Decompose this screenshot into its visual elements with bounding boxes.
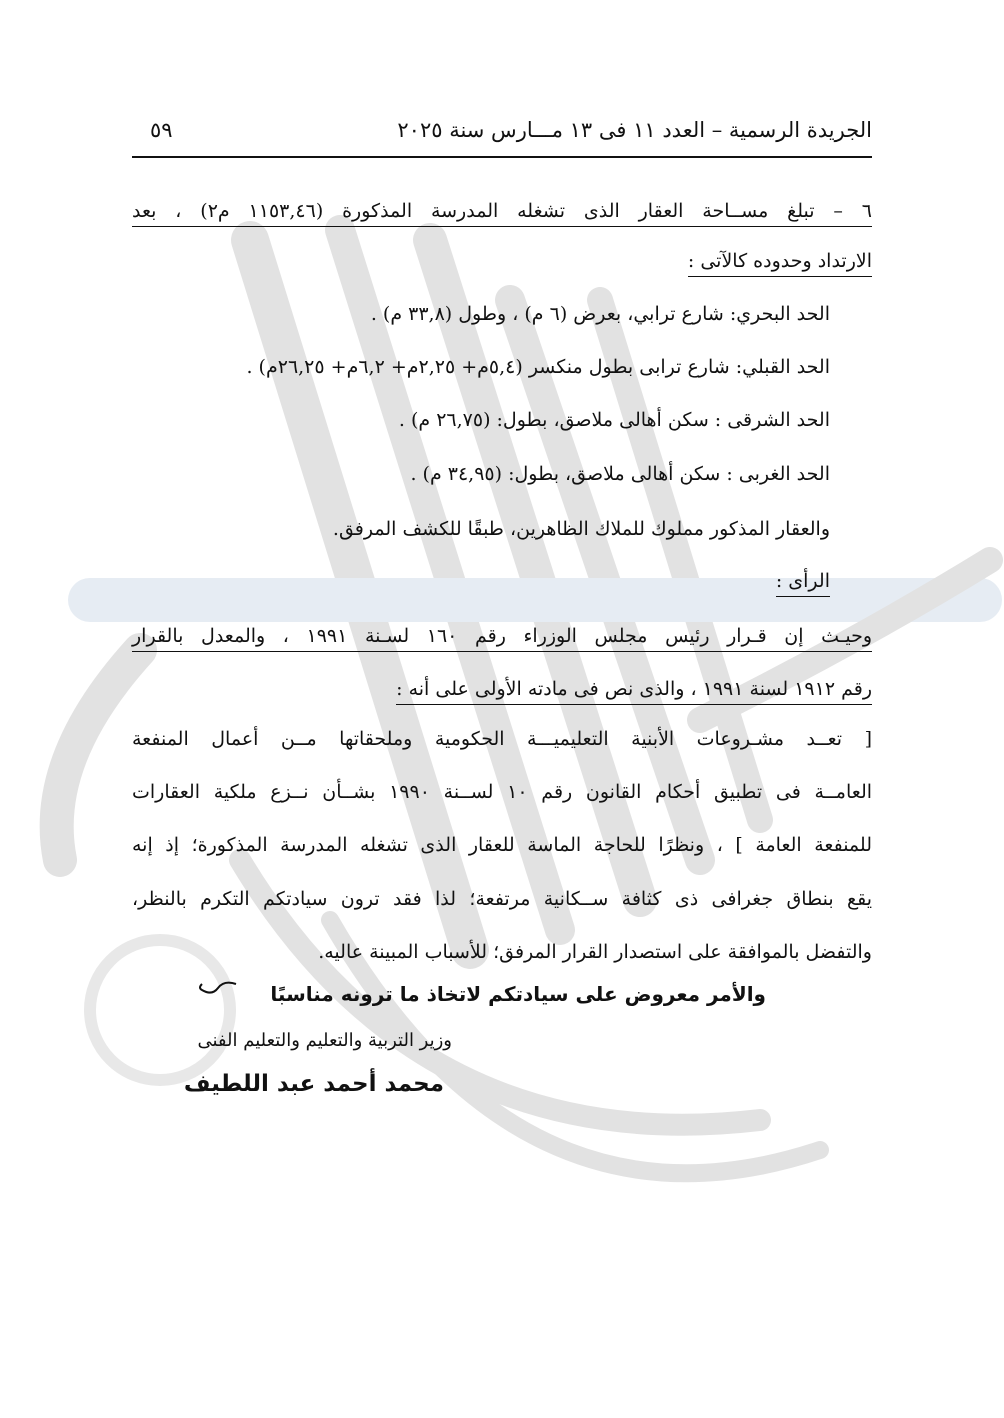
quote-line4: يقع بنطاق جغرافى ذى كثافة ســكانية مرتفعة؛ لذا فقد ترون سيادتكم التكرم بالنظر،	[132, 888, 872, 910]
page-header	[132, 112, 872, 152]
decree-line1: وحيـث إن قـرار رئيس مجلس الوزراء رقم ١٦٠ لسـنة ١٩٩١ ، والمعدل بالقرار	[132, 621, 872, 652]
flourish-icon	[196, 980, 240, 1000]
quote-line3: للمنفعة العامة ] ، ونظرًا للحاجة الماسة للعقار الذى تشغله المدرسة المذكورة؛ إذ إنه	[132, 834, 872, 856]
border-west: الحد الغربى : سكن أهالى ملاصق، بطول: (٣٤,٩٥ م) .	[410, 463, 830, 485]
quote-line2: العامــة فى تطبيق أحكام القانون رقم ١٠ لســنة ١٩٩٠ بشــأن نــزع ملكية العقارات	[132, 781, 873, 803]
decree-line2: رقم ١٩١٢ لسنة ١٩٩١ ، والذى نص فى مادته الأولى على أنه :	[396, 674, 872, 705]
closing-statement: والأمر معروض على سيادتكم لاتخاذ ما ترونه مناسبًا	[270, 982, 766, 1006]
ownership-statement: والعقار المذكور مملوك للملاك الظاهرين، طبقًا للكشف المرفق.	[332, 518, 830, 540]
item-6-area-line2: الارتداد وحدوده كالآتى :	[688, 246, 872, 277]
quote-line1: [ تعــد مشـروعات الأبنية التعليميـــة الحكومية وملحقاتها مــن أعمال المنفعة	[132, 728, 872, 750]
minister-title: وزير التربية والتعليم والتعليم الفنى	[197, 1030, 452, 1051]
border-south: الحد القبلي: شارع ترابى بطول منكسر (٥,٤م+ ٢,٢٥م+ ٦,٢م+ ٢٦,٢٥م) .	[246, 356, 830, 378]
border-east: الحد الشرقى : سكن أهالى ملاصق، بطول: (٢٦,٧٥ م) .	[398, 409, 830, 431]
gazette-title: الجريدة الرسمية – العدد ١١ فى ١٣ مـــارس سنة ٢٠٢٥	[397, 118, 872, 142]
minister-name: محمد أحمد عبد اللطيف	[183, 1071, 444, 1097]
item-6-area-line1: ٦ – تبلغ مســاحة العقار الذى تشغله المدرسة المذكورة (١١٥٣,٤٦ م٢) ، بعد	[132, 196, 872, 227]
border-north: الحد البحري: شارع ترابي، بعرض (٦ م) ، وطول (٣٣,٨ م) .	[370, 303, 830, 325]
quote-line5: والتفضل بالموافقة على استصدار القرار المرفق؛ للأسباب المبينة عاليه.	[318, 941, 872, 963]
header-divider	[132, 156, 872, 158]
opinion-heading: الرأى :	[776, 566, 830, 597]
page-number: ٥٩	[150, 118, 173, 142]
